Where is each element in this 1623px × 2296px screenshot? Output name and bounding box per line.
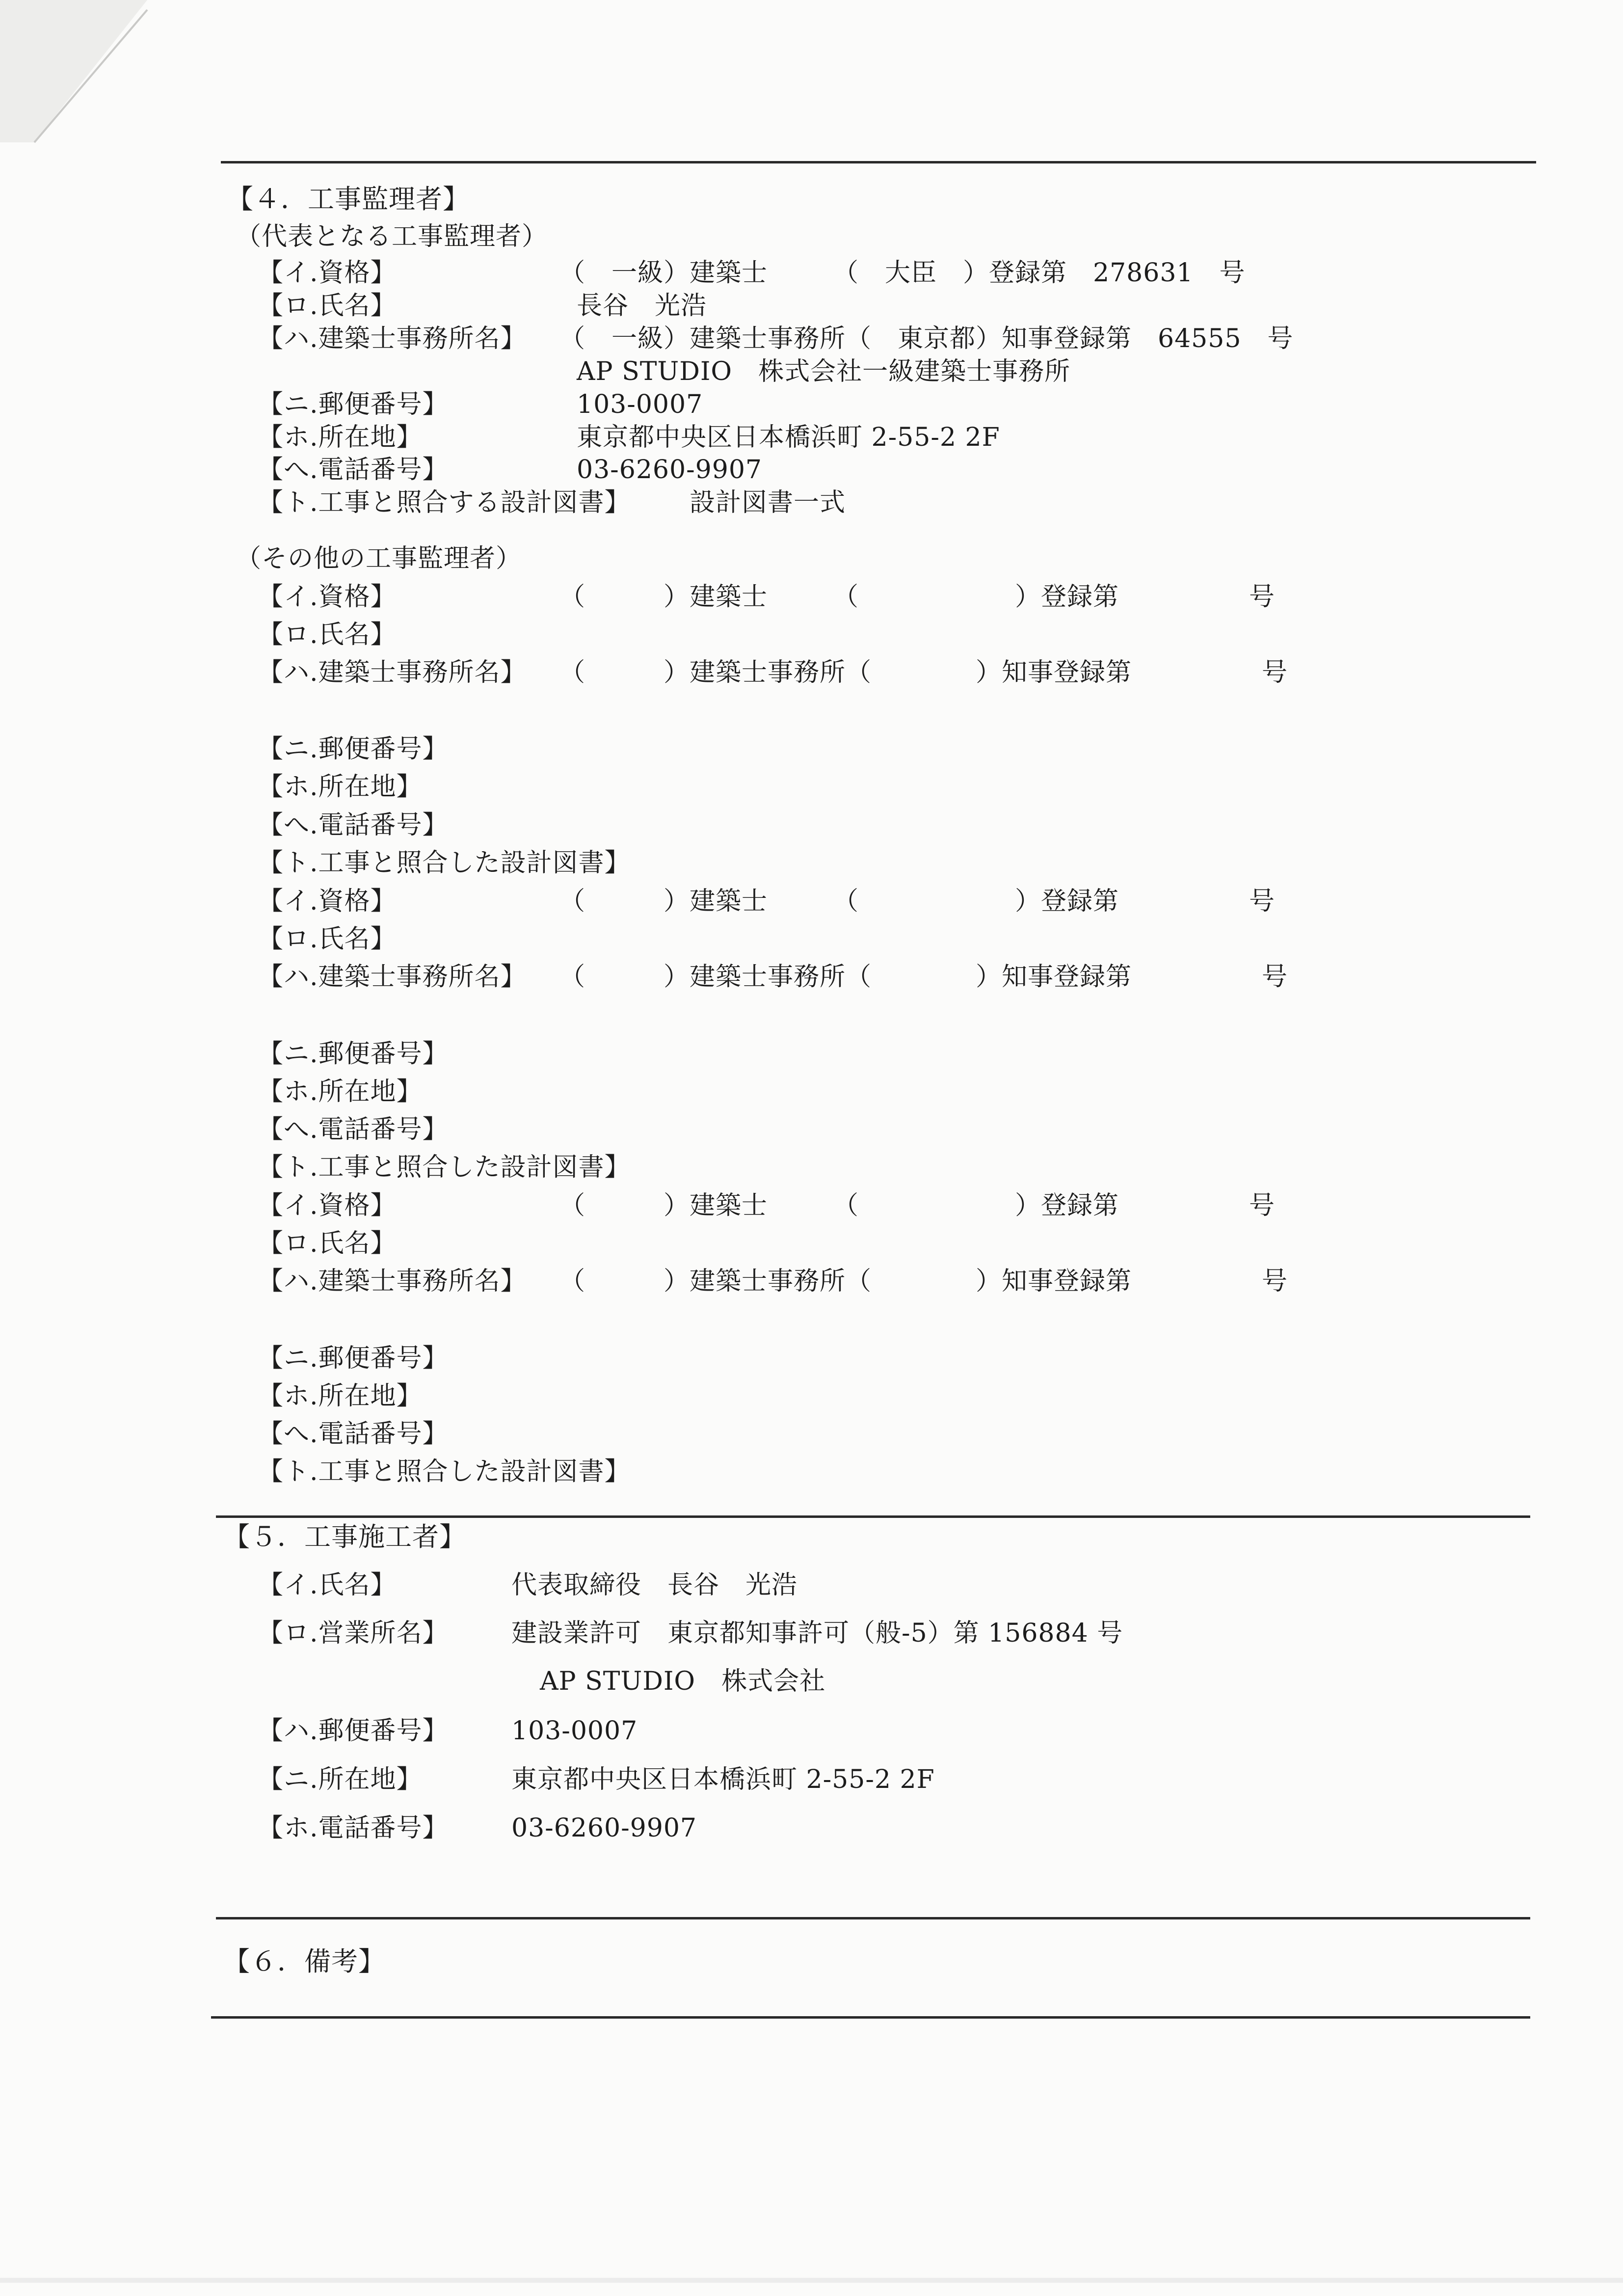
other2-phone-label: 【へ.電話番号】: [258, 1115, 449, 1144]
folded-corner: [0, 0, 152, 152]
rep-qualification-value: （ 一級）建築士 （ 大臣 ）登録第 278631 号: [559, 258, 1246, 288]
other1-phone-label: 【へ.電話番号】: [258, 810, 449, 840]
other1-drawings-label: 【ト.工事と照合した設計図書】: [258, 848, 631, 878]
rep-address-label: 【ホ.所在地】: [258, 423, 423, 452]
other3-address-label: 【ホ.所在地】: [258, 1381, 423, 1411]
other3-postal-label: 【ニ.郵便番号】: [258, 1344, 449, 1373]
other3-qualification-label: 【イ.資格】: [258, 1191, 397, 1220]
rep-postal-label: 【ニ.郵便番号】: [258, 390, 449, 419]
representative-subheading: （代表となる工事監理者）: [236, 222, 548, 251]
contractor-address-value: 東京都中央区日本橋浜町 2-55-2 2F: [511, 1765, 935, 1794]
rep-qualification-label: 【イ.資格】: [258, 258, 397, 288]
other1-address-label: 【ホ.所在地】: [258, 772, 423, 802]
other3-office-label: 【ハ.建築士事務所名】: [258, 1267, 527, 1296]
rep-address-value: 東京都中央区日本橋浜町 2-55-2 2F: [577, 423, 1000, 452]
section5-heading: 【５．工事施工者】: [223, 1521, 466, 1552]
contractor-name-value: 代表取締役 長谷 光浩: [511, 1570, 798, 1600]
contractor-postal-label: 【ハ.郵便番号】: [258, 1716, 449, 1746]
other1-office-label: 【ハ.建築士事務所名】: [258, 658, 527, 687]
other3-qualification-value: （ ）建築士 （ ）登録第 号: [559, 1191, 1276, 1220]
others-subheading: （その他の工事監理者）: [236, 544, 522, 573]
other2-drawings-label: 【ト.工事と照合した設計図書】: [258, 1153, 631, 1182]
section6-heading: 【６．備考】: [223, 1946, 385, 1977]
contractor-license-value: 建設業許可 東京都知事許可（般-5）第 156884 号: [511, 1619, 1123, 1648]
rule-section5: [216, 1515, 1530, 1518]
other1-office-value: （ ）建築士事務所（ ）知事登録第 号: [559, 658, 1288, 687]
rep-phone-label: 【へ.電話番号】: [258, 455, 449, 485]
other3-drawings-label: 【ト.工事と照合した設計図書】: [258, 1457, 631, 1486]
contractor-phone-label: 【ホ.電話番号】: [258, 1813, 449, 1843]
section4-heading: 【４．工事監理者】: [227, 184, 470, 215]
other2-qualification-value: （ ）建築士 （ ）登録第 号: [559, 887, 1276, 916]
other3-phone-label: 【へ.電話番号】: [258, 1419, 449, 1449]
other1-qualification-value: （ ）建築士 （ ）登録第 号: [559, 582, 1276, 612]
other2-postal-label: 【ニ.郵便番号】: [258, 1039, 449, 1069]
rep-name-label: 【ロ.氏名】: [258, 291, 397, 321]
rep-phone-value: 03-6260-9907: [577, 455, 762, 485]
contractor-office-label: 【ロ.営業所名】: [258, 1619, 449, 1648]
other1-qualification-label: 【イ.資格】: [258, 582, 397, 612]
contractor-phone-value: 03-6260-9907: [511, 1813, 697, 1843]
other2-name-label: 【ロ.氏名】: [258, 924, 397, 954]
rep-drawings-label: 【ト.工事と照合する設計図書】: [258, 488, 631, 517]
rep-office-name: AP STUDIO 株式会社一級建築士事務所: [577, 357, 1071, 386]
other3-name-label: 【ロ.氏名】: [258, 1229, 397, 1258]
other3-office-value: （ ）建築士事務所（ ）知事登録第 号: [559, 1267, 1288, 1296]
other2-office-value: （ ）建築士事務所（ ）知事登録第 号: [559, 962, 1288, 992]
other1-name-label: 【ロ.氏名】: [258, 620, 397, 649]
rule-top: [221, 161, 1536, 163]
contractor-company-value: AP STUDIO 株式会社: [540, 1667, 826, 1696]
other1-postal-label: 【ニ.郵便番号】: [258, 734, 449, 764]
rep-postal-value: 103-0007: [577, 390, 703, 419]
rep-office-value: （ 一級）建築士事務所（ 東京都）知事登録第 64555 号: [559, 324, 1294, 353]
rep-drawings-value: 設計図書一式: [690, 488, 846, 517]
contractor-postal-value: 103-0007: [511, 1716, 638, 1746]
rule-bottom: [211, 2016, 1530, 2019]
contractor-name-label: 【イ.氏名】: [258, 1570, 397, 1600]
contractor-address-label: 【ニ.所在地】: [258, 1765, 423, 1794]
page-bottom-edge: [0, 2278, 1623, 2283]
rep-office-label: 【ハ.建築士事務所名】: [258, 324, 527, 353]
rep-name-value: 長谷 光浩: [577, 291, 707, 321]
other2-office-label: 【ハ.建築士事務所名】: [258, 962, 527, 992]
other2-address-label: 【ホ.所在地】: [258, 1077, 423, 1107]
rule-section6: [216, 1917, 1530, 1919]
other2-qualification-label: 【イ.資格】: [258, 887, 397, 916]
